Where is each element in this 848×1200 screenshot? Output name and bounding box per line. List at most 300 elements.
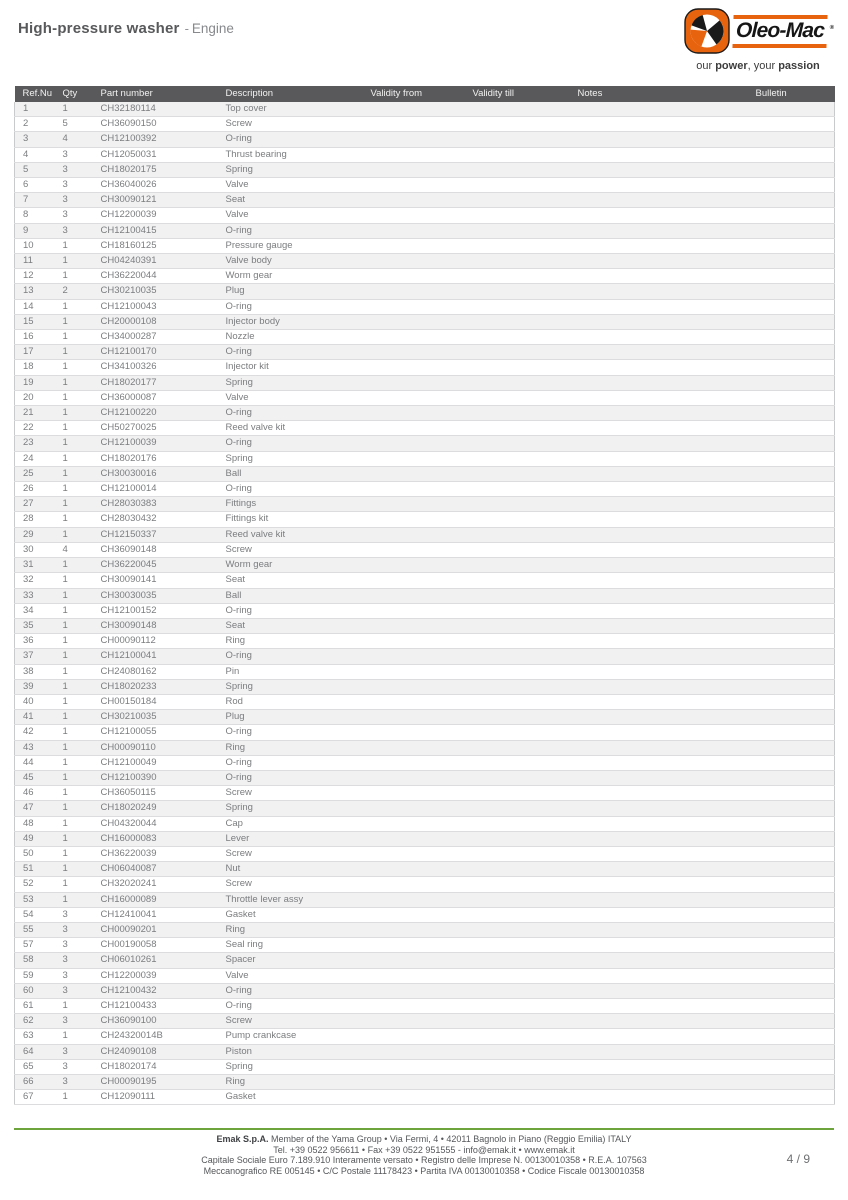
cell-qty: 3 xyxy=(55,1044,93,1059)
cell-ref: 8 xyxy=(15,208,55,223)
cell-qty: 4 xyxy=(55,542,93,557)
cell-part-number: CH30210035 xyxy=(93,710,218,725)
table-row xyxy=(15,238,835,253)
cell-description: O-ring xyxy=(218,983,363,998)
cell-bulletin xyxy=(748,147,835,162)
cell-ref: 4 xyxy=(15,147,55,162)
cell-ref: 20 xyxy=(15,390,55,405)
cell-part-number: CH12410041 xyxy=(93,907,218,922)
registered-trademark: ® xyxy=(829,24,834,31)
cell-validity-till xyxy=(465,618,570,633)
cell-validity-till xyxy=(465,694,570,709)
cell-description: Nozzle xyxy=(218,330,363,345)
cell-qty: 1 xyxy=(55,801,93,816)
cell-validity-till xyxy=(465,390,570,405)
footer xyxy=(0,1134,848,1177)
cell-qty: 1 xyxy=(55,603,93,618)
cell-qty: 1 xyxy=(55,846,93,861)
cell-bulletin xyxy=(748,679,835,694)
cell-description: Seat xyxy=(218,193,363,208)
cell-description: Pin xyxy=(218,664,363,679)
cell-ref: 11 xyxy=(15,254,55,269)
cell-validity-till xyxy=(465,451,570,466)
table-row xyxy=(15,573,835,588)
cell-ref: 21 xyxy=(15,406,55,421)
col-header-validity-from: Validity from xyxy=(363,86,465,102)
cell-validity-from xyxy=(363,1029,465,1044)
cell-notes xyxy=(570,299,748,314)
cell-ref: 36 xyxy=(15,634,55,649)
logo-wordmark xyxy=(732,15,834,48)
cell-description: Screw xyxy=(218,1014,363,1029)
cell-validity-till xyxy=(465,558,570,573)
cell-notes xyxy=(570,998,748,1013)
cell-part-number: CH36040026 xyxy=(93,178,218,193)
cell-bulletin xyxy=(748,603,835,618)
cell-ref: 10 xyxy=(15,238,55,253)
cell-validity-till xyxy=(465,436,570,451)
cell-part-number: CH50270025 xyxy=(93,421,218,436)
cell-bulletin xyxy=(748,178,835,193)
cell-part-number: CH12100152 xyxy=(93,603,218,618)
cell-ref: 14 xyxy=(15,299,55,314)
table-row xyxy=(15,421,835,436)
cell-part-number: CH18020175 xyxy=(93,162,218,177)
cell-part-number: CH12150337 xyxy=(93,527,218,542)
cell-part-number: CH00190058 xyxy=(93,938,218,953)
cell-description: Gasket xyxy=(218,907,363,922)
cell-notes xyxy=(570,1044,748,1059)
cell-ref: 67 xyxy=(15,1090,55,1105)
cell-description: Thrust bearing xyxy=(218,147,363,162)
cell-bulletin xyxy=(748,725,835,740)
cell-validity-from xyxy=(363,1090,465,1105)
cell-qty: 1 xyxy=(55,786,93,801)
cell-notes xyxy=(570,542,748,557)
cell-validity-from xyxy=(363,846,465,861)
cell-validity-till xyxy=(465,406,570,421)
cell-notes xyxy=(570,755,748,770)
cell-part-number: CH36050115 xyxy=(93,786,218,801)
cell-bulletin xyxy=(748,482,835,497)
table-row xyxy=(15,1029,835,1044)
cell-qty: 3 xyxy=(55,147,93,162)
cell-bulletin xyxy=(748,938,835,953)
cell-bulletin xyxy=(748,299,835,314)
cell-validity-from xyxy=(363,421,465,436)
cell-validity-till xyxy=(465,1059,570,1074)
cell-qty: 1 xyxy=(55,345,93,360)
cell-ref: 42 xyxy=(15,725,55,740)
cell-qty: 1 xyxy=(55,998,93,1013)
cell-ref: 63 xyxy=(15,1029,55,1044)
cell-validity-till xyxy=(465,573,570,588)
cell-ref: 65 xyxy=(15,1059,55,1074)
cell-ref: 48 xyxy=(15,816,55,831)
cell-part-number: CH12100433 xyxy=(93,998,218,1013)
cell-notes xyxy=(570,679,748,694)
cell-description: Injector body xyxy=(218,314,363,329)
cell-description: Ring xyxy=(218,740,363,755)
cell-validity-from xyxy=(363,907,465,922)
tagline-part: , your xyxy=(747,60,779,72)
table-row xyxy=(15,330,835,345)
cell-validity-from xyxy=(363,998,465,1013)
cell-ref: 61 xyxy=(15,998,55,1013)
table-row xyxy=(15,299,835,314)
cell-qty: 1 xyxy=(55,482,93,497)
cell-validity-from xyxy=(363,390,465,405)
table-row xyxy=(15,482,835,497)
cell-ref: 6 xyxy=(15,178,55,193)
cell-notes xyxy=(570,786,748,801)
table-row xyxy=(15,770,835,785)
cell-bulletin xyxy=(748,953,835,968)
logo-row xyxy=(684,8,832,54)
cell-bulletin xyxy=(748,269,835,284)
cell-qty: 1 xyxy=(55,618,93,633)
cell-notes xyxy=(570,558,748,573)
cell-notes xyxy=(570,208,748,223)
cell-part-number: CH30030016 xyxy=(93,466,218,481)
table-row xyxy=(15,193,835,208)
cell-notes xyxy=(570,132,748,147)
cell-ref: 59 xyxy=(15,968,55,983)
cell-notes xyxy=(570,938,748,953)
cell-validity-from xyxy=(363,649,465,664)
cell-ref: 49 xyxy=(15,831,55,846)
cell-qty: 1 xyxy=(55,664,93,679)
cell-qty: 1 xyxy=(55,314,93,329)
cell-part-number: CH36090150 xyxy=(93,117,218,132)
cell-validity-from xyxy=(363,497,465,512)
cell-bulletin xyxy=(748,983,835,998)
cell-part-number: CH12050031 xyxy=(93,147,218,162)
cell-validity-from xyxy=(363,831,465,846)
cell-notes xyxy=(570,892,748,907)
cell-notes xyxy=(570,1075,748,1090)
cell-validity-from xyxy=(363,269,465,284)
cell-validity-till xyxy=(465,345,570,360)
table-row xyxy=(15,877,835,892)
cell-validity-from xyxy=(363,299,465,314)
table-row xyxy=(15,1044,835,1059)
cell-validity-from xyxy=(363,345,465,360)
table-row xyxy=(15,162,835,177)
cell-bulletin xyxy=(748,360,835,375)
cell-bulletin xyxy=(748,831,835,846)
table-row xyxy=(15,208,835,223)
cell-validity-till xyxy=(465,938,570,953)
cell-ref: 51 xyxy=(15,862,55,877)
cell-description: O-ring xyxy=(218,998,363,1013)
cell-notes xyxy=(570,451,748,466)
cell-validity-from xyxy=(363,314,465,329)
cell-validity-from xyxy=(363,816,465,831)
cell-part-number: CH12100220 xyxy=(93,406,218,421)
cell-bulletin xyxy=(748,664,835,679)
cell-bulletin xyxy=(748,968,835,983)
cell-notes xyxy=(570,922,748,937)
cell-description: O-ring xyxy=(218,223,363,238)
cell-notes xyxy=(570,664,748,679)
cell-validity-till xyxy=(465,801,570,816)
cell-validity-till xyxy=(465,1029,570,1044)
col-header-validity-till: Validity till xyxy=(465,86,570,102)
cell-description: Screw xyxy=(218,877,363,892)
cell-validity-till xyxy=(465,482,570,497)
cell-notes xyxy=(570,983,748,998)
cell-description: Plug xyxy=(218,710,363,725)
cell-bulletin xyxy=(748,117,835,132)
cell-validity-from xyxy=(363,1075,465,1090)
cell-bulletin xyxy=(748,770,835,785)
cell-notes xyxy=(570,725,748,740)
cell-notes xyxy=(570,1014,748,1029)
table-row xyxy=(15,436,835,451)
cell-bulletin xyxy=(748,907,835,922)
cell-validity-from xyxy=(363,223,465,238)
cell-notes xyxy=(570,816,748,831)
cell-description: Valve xyxy=(218,178,363,193)
cell-bulletin xyxy=(748,527,835,542)
cell-ref: 64 xyxy=(15,1044,55,1059)
cell-part-number: CH12200039 xyxy=(93,208,218,223)
cell-qty: 1 xyxy=(55,1029,93,1044)
cell-part-number: CH12100049 xyxy=(93,755,218,770)
cell-notes xyxy=(570,497,748,512)
cell-bulletin xyxy=(748,649,835,664)
page-subtitle: Engine xyxy=(191,21,234,36)
table-row xyxy=(15,907,835,922)
footer-contact-line: Tel. +39 0522 956611 • Fax +39 0522 951555 - info@emak.it • www.emak.it xyxy=(273,1144,575,1155)
parts-table-body xyxy=(15,102,835,1105)
cell-validity-from xyxy=(363,102,465,117)
cell-part-number: CH12100415 xyxy=(93,223,218,238)
cell-ref: 30 xyxy=(15,542,55,557)
cell-notes xyxy=(570,588,748,603)
cell-ref: 52 xyxy=(15,877,55,892)
cell-part-number: CH12100055 xyxy=(93,725,218,740)
cell-ref: 60 xyxy=(15,983,55,998)
parts-table xyxy=(14,86,835,1105)
cell-bulletin xyxy=(748,208,835,223)
cell-notes xyxy=(570,770,748,785)
cell-validity-till xyxy=(465,421,570,436)
cell-notes xyxy=(570,801,748,816)
cell-description: Gasket xyxy=(218,1090,363,1105)
cell-ref: 23 xyxy=(15,436,55,451)
cell-description: Lever xyxy=(218,831,363,846)
cell-validity-from xyxy=(363,740,465,755)
cell-part-number: CH06040087 xyxy=(93,862,218,877)
col-header-notes: Notes xyxy=(570,86,748,102)
cell-validity-from xyxy=(363,542,465,557)
cell-notes xyxy=(570,466,748,481)
cell-ref: 47 xyxy=(15,801,55,816)
cell-bulletin xyxy=(748,922,835,937)
cell-bulletin xyxy=(748,694,835,709)
cell-description: Ball xyxy=(218,466,363,481)
cell-ref: 17 xyxy=(15,345,55,360)
cell-ref: 27 xyxy=(15,497,55,512)
cell-ref: 45 xyxy=(15,770,55,785)
cell-validity-till xyxy=(465,664,570,679)
cell-validity-from xyxy=(363,238,465,253)
cell-part-number: CH12090111 xyxy=(93,1090,218,1105)
cell-notes xyxy=(570,436,748,451)
cell-qty: 1 xyxy=(55,710,93,725)
cell-bulletin xyxy=(748,998,835,1013)
cell-qty: 1 xyxy=(55,406,93,421)
table-row xyxy=(15,390,835,405)
table-row xyxy=(15,102,835,117)
table-row xyxy=(15,451,835,466)
cell-notes xyxy=(570,284,748,299)
cell-validity-till xyxy=(465,770,570,785)
cell-validity-till xyxy=(465,466,570,481)
cell-ref: 19 xyxy=(15,375,55,390)
col-header-qty: Qty xyxy=(55,86,93,102)
cell-qty: 3 xyxy=(55,1014,93,1029)
cell-validity-till xyxy=(465,1014,570,1029)
cell-description: Pressure gauge xyxy=(218,238,363,253)
cell-part-number: CH36220045 xyxy=(93,558,218,573)
cell-description: Cap xyxy=(218,816,363,831)
cell-description: Ring xyxy=(218,634,363,649)
cell-part-number: CH30090121 xyxy=(93,193,218,208)
cell-validity-from xyxy=(363,375,465,390)
cell-description: Reed valve kit xyxy=(218,421,363,436)
cell-part-number: CH04320044 xyxy=(93,816,218,831)
table-row xyxy=(15,968,835,983)
cell-part-number: CH04240391 xyxy=(93,254,218,269)
cell-bulletin xyxy=(748,436,835,451)
cell-bulletin xyxy=(748,1059,835,1074)
cell-validity-from xyxy=(363,862,465,877)
cell-qty: 1 xyxy=(55,877,93,892)
cell-validity-till xyxy=(465,862,570,877)
table-row xyxy=(15,375,835,390)
table-row xyxy=(15,694,835,709)
cell-description: O-ring xyxy=(218,725,363,740)
cell-bulletin xyxy=(748,862,835,877)
col-header-ref: Ref.Nu xyxy=(15,86,55,102)
col-header-description: Description xyxy=(218,86,363,102)
cell-description: Ring xyxy=(218,922,363,937)
cell-bulletin xyxy=(748,132,835,147)
table-row xyxy=(15,1075,835,1090)
cell-validity-from xyxy=(363,694,465,709)
cell-part-number: CH32180114 xyxy=(93,102,218,117)
cell-ref: 34 xyxy=(15,603,55,618)
cell-notes xyxy=(570,193,748,208)
cell-bulletin xyxy=(748,740,835,755)
cell-ref: 12 xyxy=(15,269,55,284)
cell-qty: 1 xyxy=(55,269,93,284)
cell-validity-till xyxy=(465,953,570,968)
title-separator: - xyxy=(184,21,189,36)
cell-validity-till xyxy=(465,542,570,557)
cell-qty: 4 xyxy=(55,132,93,147)
cell-validity-till xyxy=(465,786,570,801)
cell-description: Seal ring xyxy=(218,938,363,953)
table-row xyxy=(15,558,835,573)
cell-notes xyxy=(570,360,748,375)
cell-notes xyxy=(570,269,748,284)
cell-notes xyxy=(570,223,748,238)
table-row xyxy=(15,618,835,633)
cell-description: O-ring xyxy=(218,770,363,785)
cell-validity-till xyxy=(465,1044,570,1059)
cell-notes xyxy=(570,178,748,193)
cell-validity-till xyxy=(465,299,570,314)
cell-part-number: CH30090141 xyxy=(93,573,218,588)
cell-bulletin xyxy=(748,801,835,816)
cell-notes xyxy=(570,147,748,162)
cell-notes xyxy=(570,710,748,725)
cell-qty: 3 xyxy=(55,193,93,208)
brand-tagline xyxy=(684,60,832,72)
cell-notes xyxy=(570,953,748,968)
table-row xyxy=(15,998,835,1013)
cell-validity-from xyxy=(363,360,465,375)
cell-description: Worm gear xyxy=(218,558,363,573)
cell-part-number: CH18020233 xyxy=(93,679,218,694)
cell-description: Screw xyxy=(218,846,363,861)
tagline-part-bold: passion xyxy=(778,60,820,72)
cell-ref: 7 xyxy=(15,193,55,208)
table-row xyxy=(15,254,835,269)
cell-qty: 1 xyxy=(55,679,93,694)
table-row xyxy=(15,710,835,725)
cell-validity-from xyxy=(363,1044,465,1059)
cell-bulletin xyxy=(748,892,835,907)
cell-qty: 1 xyxy=(55,299,93,314)
cell-bulletin xyxy=(748,193,835,208)
cell-qty: 3 xyxy=(55,1075,93,1090)
cell-qty: 1 xyxy=(55,512,93,527)
cell-validity-till xyxy=(465,983,570,998)
cell-part-number: CH00090110 xyxy=(93,740,218,755)
cell-validity-till xyxy=(465,725,570,740)
cell-ref: 9 xyxy=(15,223,55,238)
table-row xyxy=(15,527,835,542)
cell-notes xyxy=(570,512,748,527)
cell-qty: 1 xyxy=(55,770,93,785)
cell-ref: 62 xyxy=(15,1014,55,1029)
col-header-part-number: Part number xyxy=(93,86,218,102)
cell-validity-from xyxy=(363,634,465,649)
table-row xyxy=(15,314,835,329)
cell-part-number: CH12100039 xyxy=(93,436,218,451)
cell-description: O-ring xyxy=(218,132,363,147)
cell-bulletin xyxy=(748,314,835,329)
tagline-part: our xyxy=(696,60,716,72)
cell-part-number: CH20000108 xyxy=(93,314,218,329)
cell-validity-from xyxy=(363,968,465,983)
cell-validity-till xyxy=(465,330,570,345)
table-row xyxy=(15,649,835,664)
cell-ref: 41 xyxy=(15,710,55,725)
cell-validity-till xyxy=(465,740,570,755)
cell-bulletin xyxy=(748,1090,835,1105)
cell-part-number: CH30210035 xyxy=(93,284,218,299)
cell-description: Ball xyxy=(218,588,363,603)
table-row xyxy=(15,831,835,846)
cell-part-number: CH36090100 xyxy=(93,1014,218,1029)
cell-validity-from xyxy=(363,1014,465,1029)
